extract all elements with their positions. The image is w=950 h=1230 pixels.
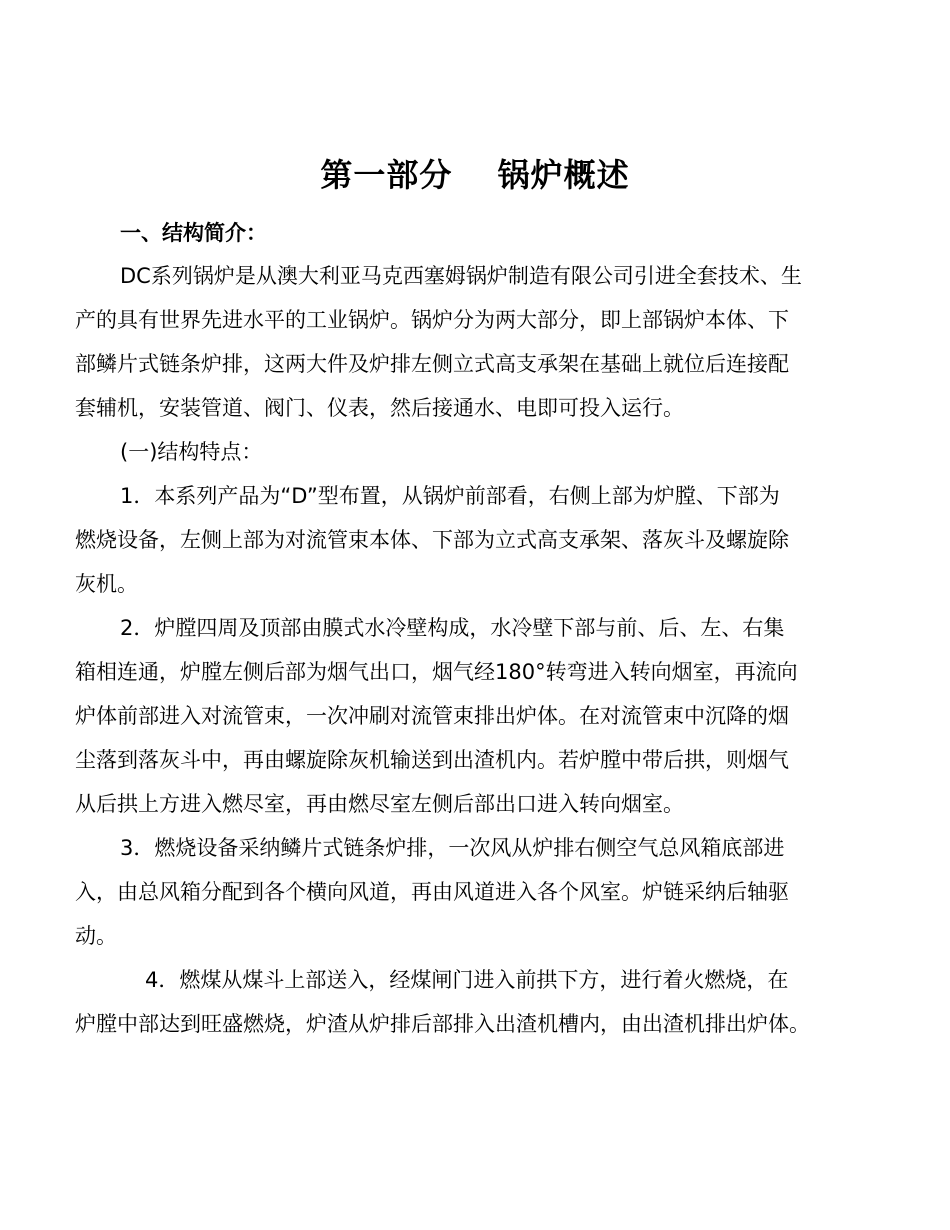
intro-line: DC系列锅炉是从澳大利亚马克西塞姆锅炉制造有限公司引进全套技术、生: [120, 264, 802, 288]
item1-line: 灰机。: [75, 572, 138, 596]
item4-line: 4．燃煤从煤斗上部送入，经煤闸门进入前拱下方，进行着火燃烧，在: [145, 968, 789, 992]
subsection-heading: (一)结构特点：: [120, 440, 263, 464]
item3-line: 3．燃烧设备采纳鳞片式链条炉排，一次风从炉排右侧空气总风箱底部进: [120, 836, 785, 860]
item3-line: 入，由总风箱分配到各个横向风道，再由风道进入各个风室。炉链采纳后轴驱: [75, 880, 789, 904]
section-heading: 一、结构简介：: [120, 221, 267, 245]
item2-line: 从后拱上方进入燃尽室，再由燃尽室左侧后部出口进入转向烟室。: [75, 792, 684, 816]
item2-line: 尘落到落灰斗中，再由螺旋除灰机输送到出渣机内。若炉膛中带后拱，则烟气: [75, 748, 789, 772]
item2-line: 箱相连通，炉膛左侧后部为烟气出口，烟气经180°转弯进入转向烟室，再流向: [75, 660, 798, 684]
intro-line: 套辅机，安装管道、阀门、仪表，然后接通水、电即可投入运行。: [75, 396, 684, 420]
item4-line: 炉膛中部达到旺盛燃烧，炉渣从炉排后部排入出渣机槽内，由出渣机排出炉体。: [75, 1012, 810, 1036]
intro-line: 部鳞片式链条炉排，这两大件及炉排左侧立式高支承架在基础上就位后连接配: [75, 352, 789, 376]
item2-line: 2．炉膛四周及顶部由膜式水冷壁构成，水冷壁下部与前、后、左、右集: [120, 616, 785, 640]
item2-line: 炉体前部进入对流管束，一次冲刷对流管束排出炉体。在对流管束中沉降的烟: [75, 704, 789, 728]
page-title: 第一部分 锅炉概述: [320, 156, 630, 194]
item3-line: 动。: [75, 924, 117, 948]
item1-line: 燃烧设备，左侧上部为对流管束本体、下部为立式高支承架、落灰斗及螺旋除: [75, 528, 789, 552]
item1-line: 1．本系列产品为“D”型布置，从锅炉前部看，右侧上部为炉膛、下部为: [120, 484, 780, 508]
intro-line: 产的具有世界先进水平的工业锅炉。锅炉分为两大部分，即上部锅炉本体、下: [75, 308, 789, 332]
